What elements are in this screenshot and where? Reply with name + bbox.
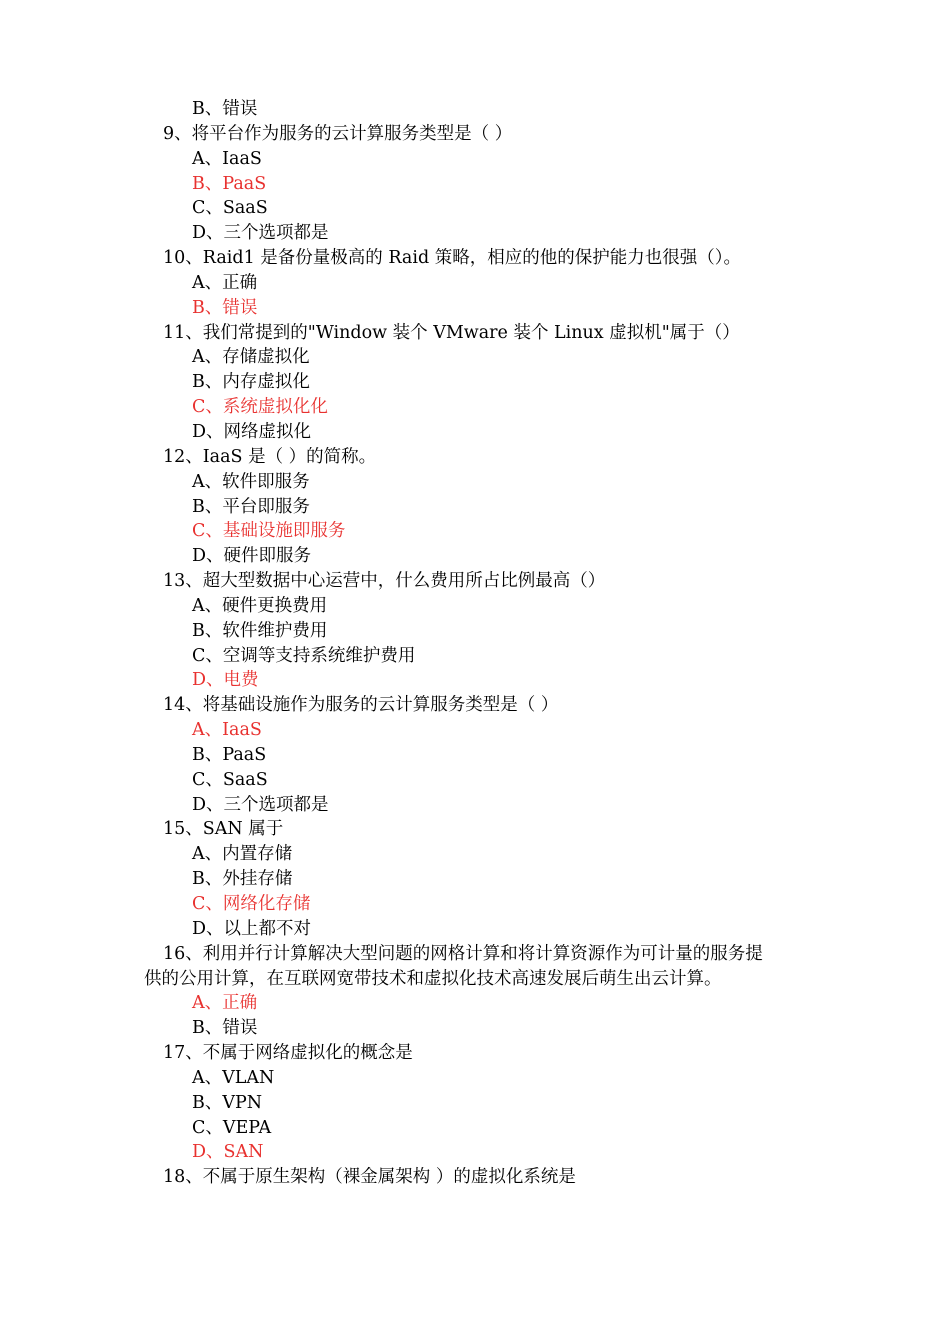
answer-option: A、正确: [192, 272, 258, 293]
answer-option-correct: D、电费: [192, 670, 259, 691]
answer-option-correct: C、系统虚拟化化: [192, 397, 328, 418]
question-text: 12、IaaS 是（ ）的简称。: [163, 446, 377, 467]
answer-option: A、硬件更换费用: [192, 595, 328, 616]
answer-option: D、三个选项都是: [192, 794, 329, 815]
answer-option: A、存储虚拟化: [192, 347, 310, 368]
answer-option-correct: C、网络化存储: [192, 894, 311, 914]
question-text: 13、超大型数据中心运营中，什么费用所占比例最高（）: [163, 571, 606, 592]
answer-option: C、SaaS: [192, 769, 268, 790]
answer-option-correct: A、IaaS: [192, 720, 262, 741]
answer-option: C、空调等支持系统维护费用: [192, 645, 416, 666]
answer-option: B、平台即服务: [192, 496, 310, 517]
answer-option: A、软件即服务: [192, 471, 310, 492]
question-text: 9、将平台作为服务的云计算服务类型是（ ）: [163, 123, 513, 144]
answer-option: D、网络虚拟化: [192, 421, 312, 442]
answer-option: D、硬件即服务: [192, 546, 312, 567]
answer-option: B、错误: [192, 99, 258, 119]
question-text: 15、SAN 属于: [163, 819, 284, 840]
answer-option: C、SaaS: [192, 198, 268, 219]
question-text: 14、将基础设施作为服务的云计算服务类型是（ ）: [163, 695, 559, 716]
question-text: 11、我们常提到的"Window 装个 VMware 装个 Linux 虚拟机"属于（）: [163, 322, 740, 343]
answer-option: B、外挂存储: [192, 869, 293, 890]
answer-option: B、内存虚拟化: [192, 372, 310, 393]
answer-option: A、IaaS: [192, 148, 262, 169]
question-text: 17、不属于网络虚拟化的概念是: [163, 1043, 413, 1064]
answer-option: D、以上都不对: [192, 918, 312, 939]
answer-option-correct: D、SAN: [192, 1142, 264, 1163]
answer-option: B、错误: [192, 1018, 258, 1039]
answer-option: B、软件维护费用: [192, 620, 328, 641]
answer-option-correct: B、PaaS: [192, 173, 267, 194]
answer-option: B、PaaS: [192, 744, 267, 765]
question-text-continued: 供的公用计算，在互联网宽带技术和虚拟化技术高速发展后萌生出云计算。: [144, 968, 722, 989]
question-text: 10、Raid1 是备份量极高的 Raid 策略，相应的他的保护能力也很强（）。: [163, 248, 741, 269]
answer-option-correct: A、正确: [192, 993, 258, 1014]
answer-option: A、VLAN: [192, 1067, 275, 1088]
answer-option: C、VEPA: [192, 1117, 272, 1138]
answer-option-correct: C、基础设施即服务: [192, 521, 346, 542]
question-list: [0, 97, 950, 1190]
answer-option: D、三个选项都是: [192, 223, 329, 244]
answer-option: B、VPN: [192, 1092, 263, 1113]
answer-option: A、内置存储: [192, 844, 293, 865]
question-text: 18、不属于原生架构（裸金属架构 ）的虚拟化系统是: [163, 1167, 576, 1188]
question-text: 16、利用并行计算解决大型问题的网格计算和将计算资源作为可计量的服务提: [163, 943, 763, 964]
answer-option-correct: B、错误: [192, 297, 258, 318]
